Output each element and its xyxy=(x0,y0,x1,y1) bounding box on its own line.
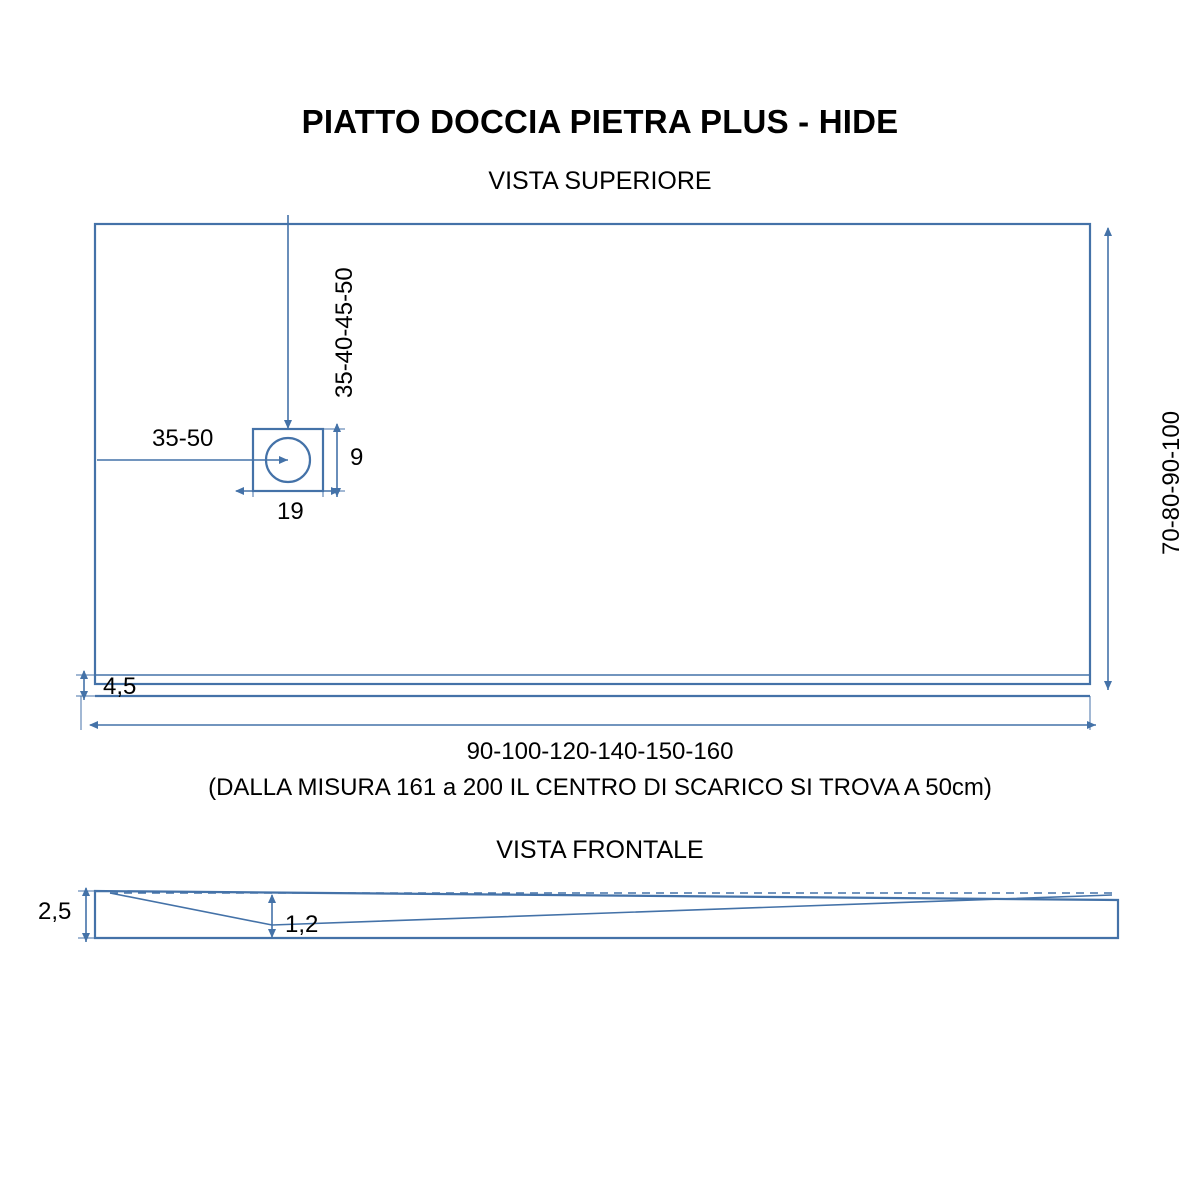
front-view-label: VISTA FRONTALE xyxy=(496,836,704,864)
dim-label-drain-vertical: 35-40-45-50 xyxy=(331,267,358,398)
dim-drain-box-width xyxy=(236,429,340,497)
dim-label-tray-height: 70-80-90-100 xyxy=(1158,410,1185,555)
tray-front-outline xyxy=(95,891,1118,938)
dim-tray-width xyxy=(81,696,1096,730)
dim-label-drain-horizontal: 35-50 xyxy=(152,425,214,452)
dim-label-drain-box-height: 9 xyxy=(350,444,364,471)
dim-label-edge-strip: 4,5 xyxy=(103,673,137,700)
dim-label-front-thickness: 2,5 xyxy=(38,898,72,925)
dim-drain-box-height xyxy=(323,424,345,497)
dim-edge-strip xyxy=(76,671,97,700)
dim-label-drain-box-width: 19 xyxy=(277,498,304,525)
dim-label-front-slope: 1,2 xyxy=(285,911,319,938)
drain-position-note: (DALLA MISURA 161 a 200 IL CENTRO DI SCARICO SI TROVA A 50cm) xyxy=(208,774,992,801)
dim-label-tray-width: 90-100-120-140-150-160 xyxy=(466,738,734,765)
page-title: PIATTO DOCCIA PIETRA PLUS - HIDE xyxy=(301,103,899,140)
top-view-label: VISTA SUPERIORE xyxy=(488,167,712,195)
